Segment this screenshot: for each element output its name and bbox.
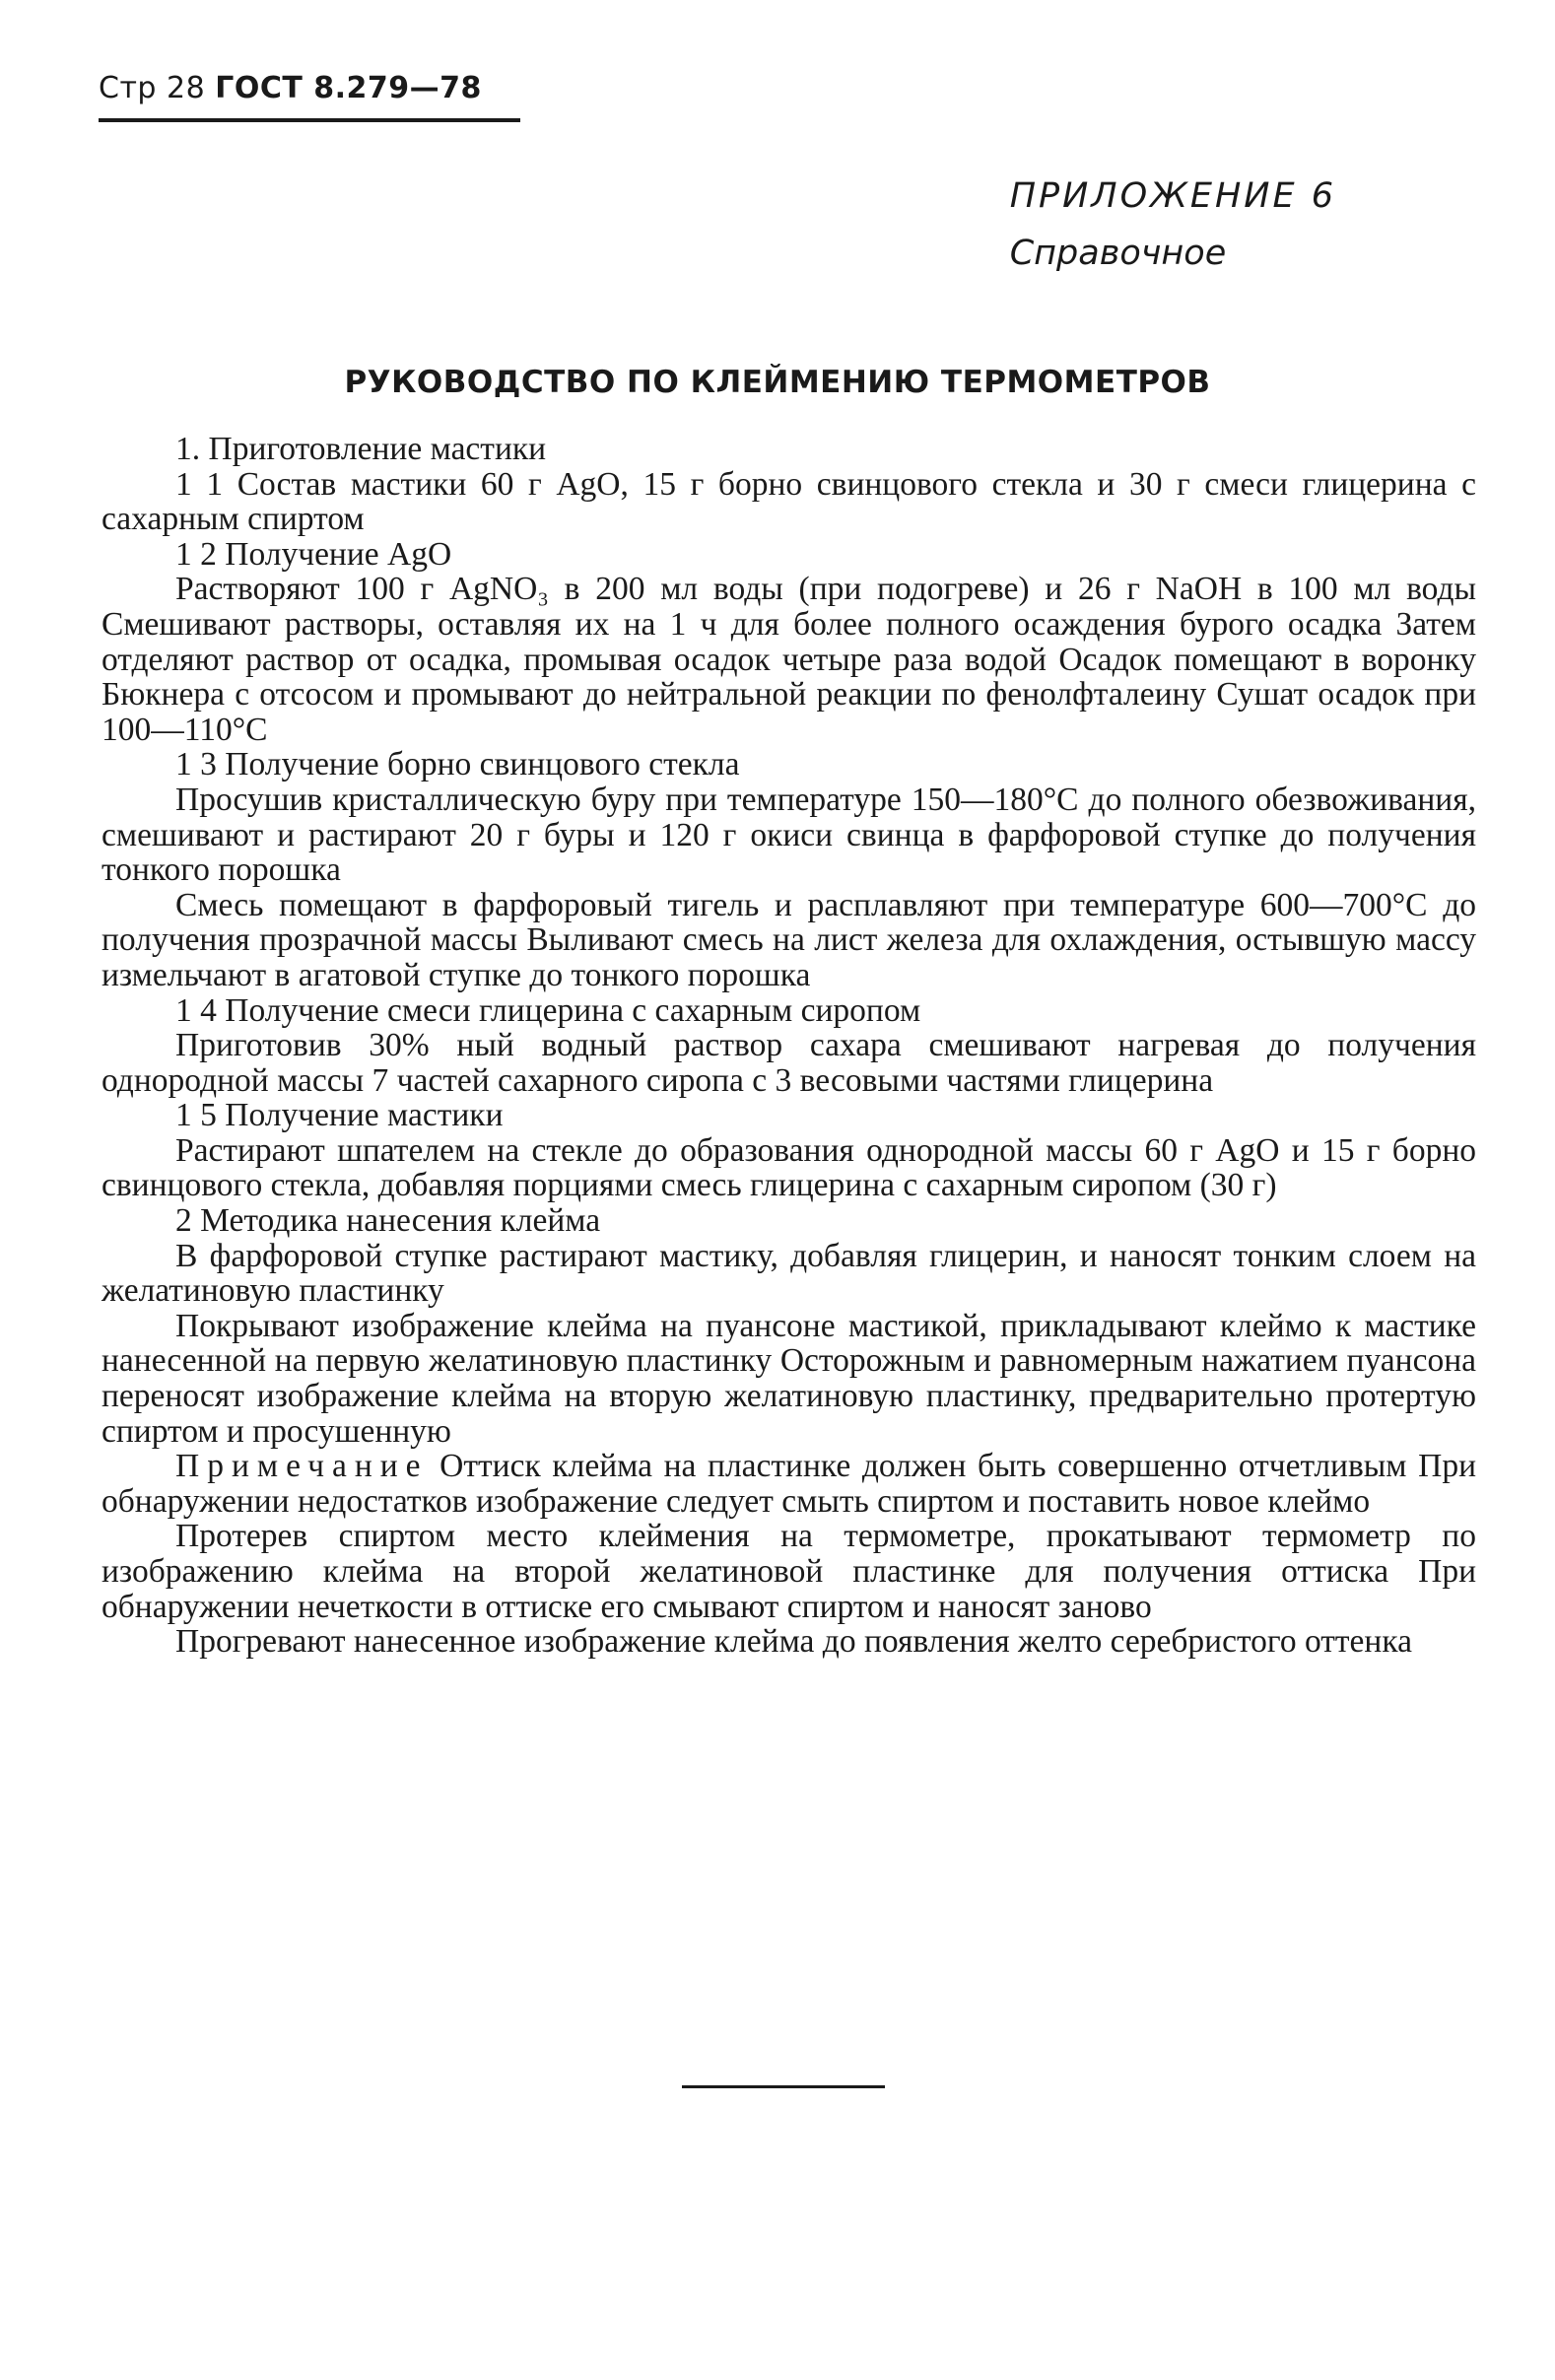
section-heading-2: 2 Методика нанесения клейма [175, 1202, 601, 1240]
note-paragraph [101, 1449, 1476, 1519]
note-text: Оттиск клейма на пластинке должен быть совершенно отчетливым При обнаружении недостатков изображение следует смыть спиртом и поставить новое клеймо [101, 1448, 1476, 1520]
subsection-heading-1-4: 1 4 Получение смеси глицерина с сахарным сиропом [175, 991, 921, 1029]
paragraph-1-5-text: Растирают шпателем на стекле до образования однородной массы 60 г AgO и 15 г борно свинцового стекла, добавляя порциями смесь глицерина с сахарным сиропом (30 г) [101, 1131, 1476, 1204]
standard-number: ГОСТ 8.279—78 [215, 71, 482, 105]
note-label: Примечание [175, 1448, 429, 1485]
running-header [99, 71, 482, 105]
paragraph-2-text-d: Прогревают нанесенное изображение клейма до появления желто серебристого оттенка [175, 1623, 1412, 1661]
appendix-title: ПРИЛОЖЕНИЕ 6 [1009, 176, 1336, 216]
paragraph-2-text-a: В фарфоровой ступке растирают мастику, добавляя глицерин, и наносят тонким слоем на желатиновую пластинку [101, 1237, 1476, 1310]
paragraph-1-4-text: Приготовив 30% ный водный раствор сахара смешивают нагревая до получения однородной массы 7 частей сахарного сиропа с 3 весовыми частями глицерина [101, 1027, 1476, 1099]
paragraph-1-1: 1 1 Состав мастики 60 г AgO, 15 г борно свинцового стекла и 30 г смеси глицерина с сахарным спиртом [101, 465, 1476, 538]
appendix-label [1010, 168, 1336, 282]
document-title: РУКОВОДСТВО ПО КЛЕЙМЕНИЮ ТЕРМОМЕТРОВ [344, 365, 1211, 400]
paragraph-1-3-text-b: Смесь помещают в фарфоровый тигель и расплавляют при температуре 600—700°С до получения прозрачной массы Выливают смесь на лист железа для охлаждения, остывшую массу измельчают в агатовой ступке до тонкого порошка [101, 886, 1476, 993]
section-heading-1: 1. Приготовление мастики [175, 431, 547, 467]
header-rule [99, 118, 520, 122]
paragraph-2-text-c: Протерев спиртом место клеймения на термометре, прокатывают термометр по изображению клейма на второй желатиновой пластинке для получения оттиска При обнаружении нечеткости в оттиске его смывают спиртом и наносят заново [101, 1518, 1476, 1625]
paragraph-1-3-text-a: Просушив кристаллическую буру при температуре 150—180°С до полного обезвоживания, смешивают и растирают 20 г буры и 120 г окиси свинца в фарфоровой ступке до получения тонкого порошка [101, 781, 1476, 889]
subsection-heading-1-2: 1 2 Получение AgO [175, 535, 452, 573]
appendix-subtitle: Справочное [1009, 234, 1227, 273]
paragraph-2-text-b: Покрывают изображение клейма на пуансоне мастикой, прикладывают клеймо к мастике нанесенной на первую желатиновую пластинку Осторожным и равномерным нажатием пуансона переносят изображение клейма на вторую желатиновую пластинку, предварительно протертую спиртом и просушенную [101, 1307, 1476, 1450]
end-rule [682, 2085, 885, 2088]
page-number-label: Стр 28 [99, 71, 206, 105]
subsection-heading-1-3: 1 3 Получение борно свинцового стекла [175, 746, 740, 783]
subsection-heading-1-5: 1 5 Получение мастики [175, 1097, 504, 1134]
paragraph-1-2-text: Растворяют 100 г AgNO₃ в 200 мл воды (при подогреве) и 26 г NaOH в 100 мл воды Смешивают растворы, оставляя их на 1 ч для более полного осаждения бурого осадка Затем отделяют раствор от осадка, промывая осадок четыре раза водой Осадок помещают в воронку Бюкнера с отсосом и промывают до нейтральной реакции по фенолфталеину Сушат осадок при 100—110°С [101, 571, 1476, 748]
document-body [101, 432, 1476, 1660]
